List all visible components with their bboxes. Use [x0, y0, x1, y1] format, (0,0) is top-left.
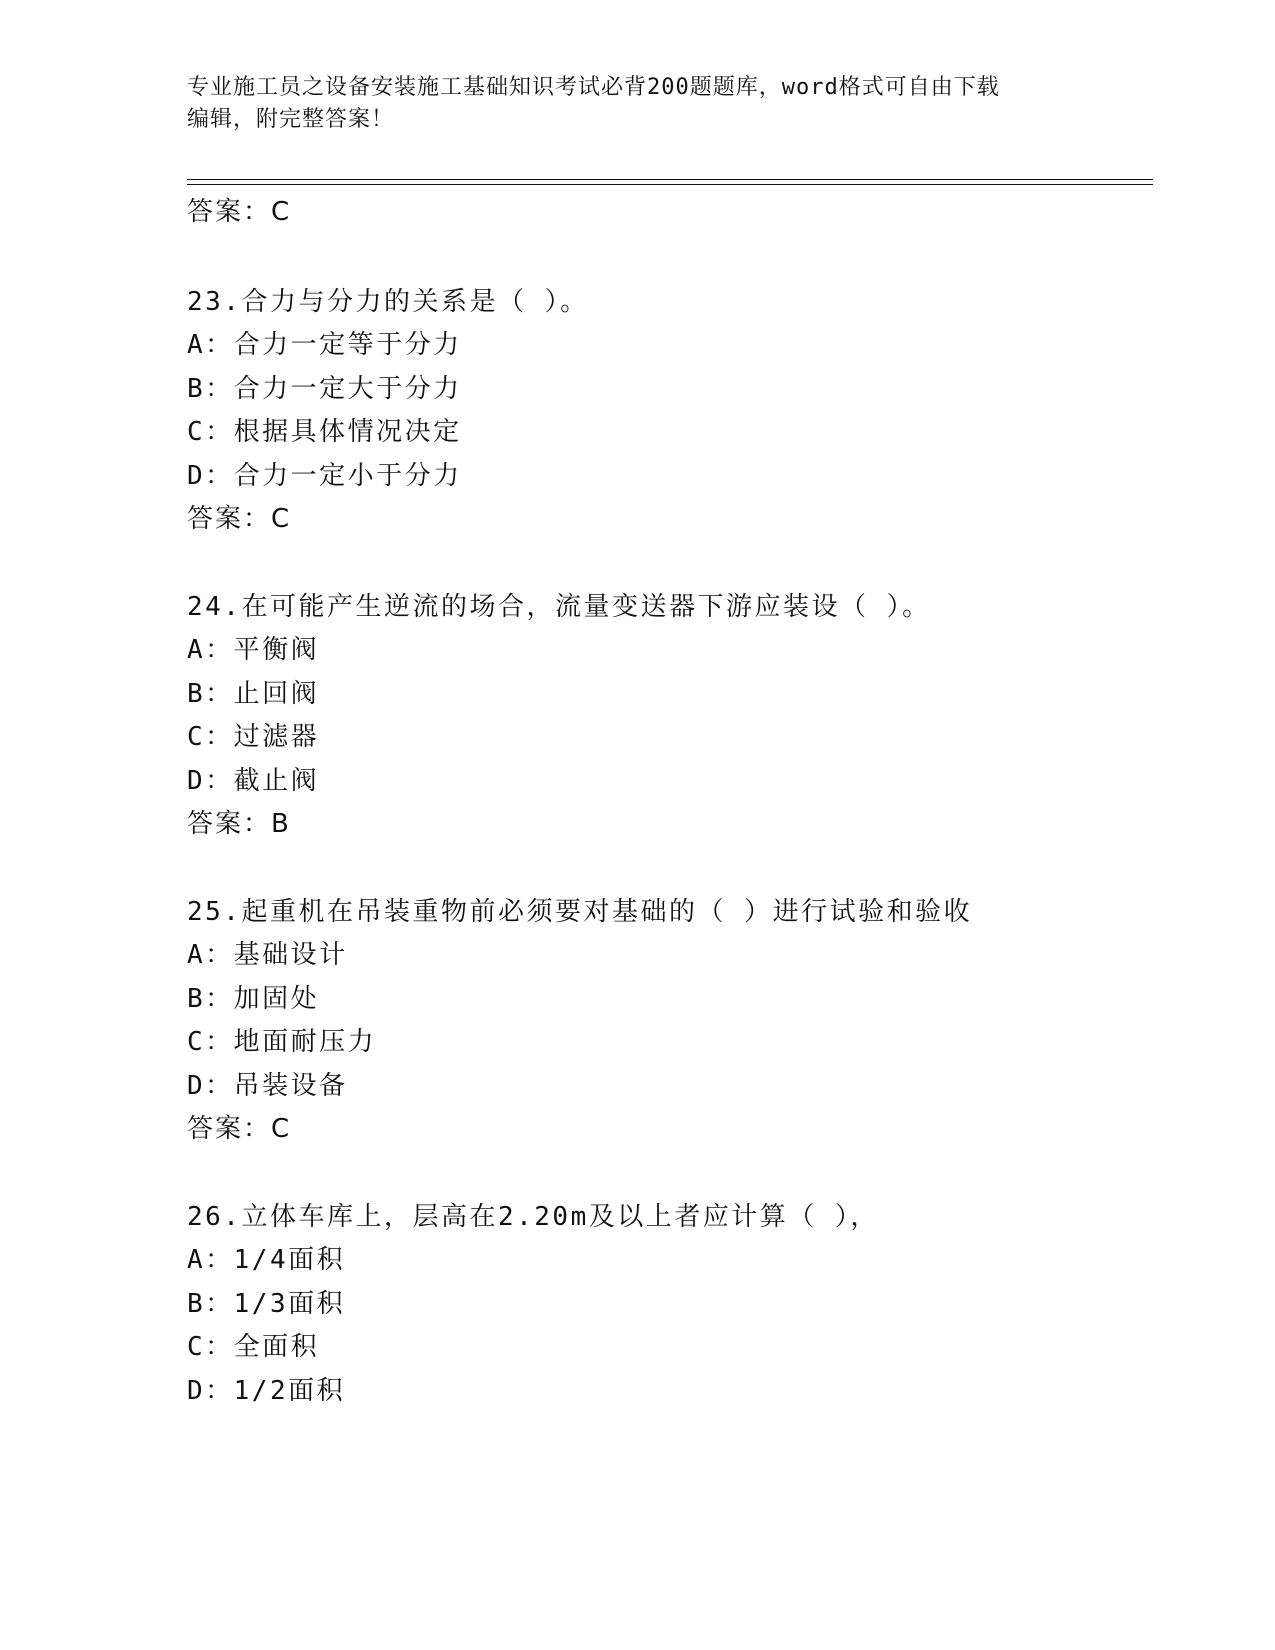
header-divider-bottom: [187, 184, 1153, 185]
question-stem: 25.起重机在吊装重物前必须要对基础的（ ）进行试验和验收: [187, 897, 973, 927]
option-c: C：地面耐压力: [187, 1027, 377, 1057]
option-d: D：截止阀: [187, 766, 320, 796]
header-line-2: 编辑，附完整答案！: [187, 107, 395, 132]
option-a: A：基础设计: [187, 940, 348, 970]
answer-line: 答案：C: [187, 1114, 292, 1144]
option-c: C：全面积: [187, 1332, 320, 1362]
answer-line: 答案：C: [187, 504, 292, 534]
option-a: A：1/4面积: [187, 1245, 346, 1275]
option-d: D：吊装设备: [187, 1071, 348, 1101]
document-header: [187, 72, 1087, 136]
question-stem: 26.立体车库上，层高在2.20m及以上者应计算（ ），: [187, 1202, 879, 1232]
option-c: C：过滤器: [187, 722, 320, 752]
answer-line: 答案：C: [187, 197, 292, 227]
header-line-1: 专业施工员之设备安装施工基础知识考试必背200题题库，word格式可自由下载: [187, 75, 1000, 100]
option-c: C：根据具体情况决定: [187, 417, 462, 447]
option-b: B：1/3面积: [187, 1289, 346, 1319]
option-d: D：1/2面积: [187, 1376, 346, 1406]
question-stem: 24.在可能产生逆流的场合，流量变送器下游应装设（ ）。: [187, 592, 931, 622]
option-d: D：合力一定小于分力: [187, 461, 462, 491]
option-a: A：平衡阀: [187, 635, 320, 665]
option-b: B：加固处: [187, 984, 320, 1014]
answer-line: 答案：B: [187, 809, 291, 839]
option-b: B：合力一定大于分力: [187, 374, 462, 404]
option-a: A：合力一定等于分力: [187, 330, 462, 360]
option-b: B：止回阀: [187, 679, 320, 709]
header-divider-top: [187, 179, 1153, 180]
question-stem: 23.合力与分力的关系是（ ）。: [187, 287, 589, 317]
